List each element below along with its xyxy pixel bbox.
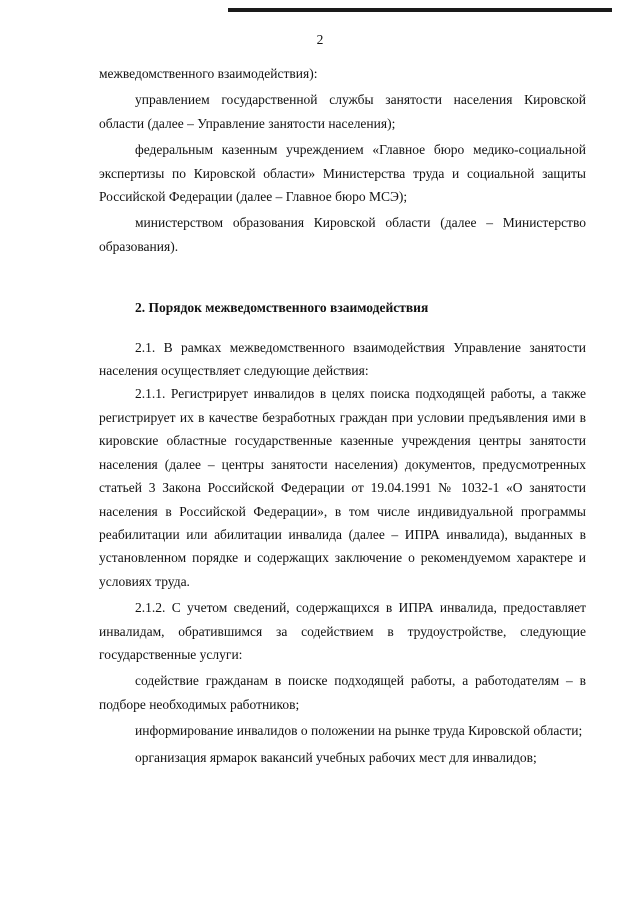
paragraph-education-ministry: министерством образования Кировской области (далее – Министерство образования). [99, 215, 586, 254]
page-number: 2 [316, 32, 324, 47]
paragraph-2-1: 2.1. В рамках межведомственного взаимодействия Управление занятости населения осуществляет следующие действия: [99, 339, 586, 379]
paragraph-2-1-1: 2.1.1. Регистрирует инвалидов в целях поиска подходящей работы, а также регистрирует их в качестве безработных граждан при условии предъявления ими в кировские областные государственные казенные учреждения центры занятости населения (далее – центры занятости населения) документов, предусмотренных статьей 3 Закона Российской Федерации от 19.04.1991 № 1032-1 «О занятости населения в Российской Федерации», в том числе индивидуальной программы реабилитации или абилитации инвалида (далее – ИПРА инвалида), выданных в установленном порядке и содержащих заключение о рекомендуемом характере и условиях труда. [99, 386, 586, 589]
section-heading: 2. Порядок межведомственного взаимодействия [135, 300, 429, 316]
paragraph-employment-service: управлением государственной службы занятости населения Кировской области (далее – Управление занятости населения); [99, 92, 586, 131]
paragraph-continuation: межведомственного взаимодействия): [99, 66, 318, 81]
paragraph-2-1-2: 2.1.2. С учетом сведений, содержащихся в ИПРА инвалида, предоставляет инвалидам, обратившимся за содействием в трудоустройстве, следующие государственные услуги: [99, 600, 586, 662]
paragraph-mse-bureau: федеральным казенным учреждением «Главное бюро медико-социальной экспертизы по Кировской области» Министерства труда и социальной защиты Российской Федерации (далее – Главное бюро МСЭ); [99, 142, 586, 205]
document-body [99, 62, 586, 769]
list-item-informing: информирование инвалидов о положении на рынке труда Кировской области; [135, 723, 583, 739]
top-rule [228, 8, 612, 12]
list-item-job-fairs: организация ярмарок вакансий учебных рабочих мест для инвалидов; [135, 749, 537, 765]
list-item-job-search: содействие гражданам в поиске подходящей работы, а работодателям – в подборе необходимых работников; [99, 673, 586, 712]
